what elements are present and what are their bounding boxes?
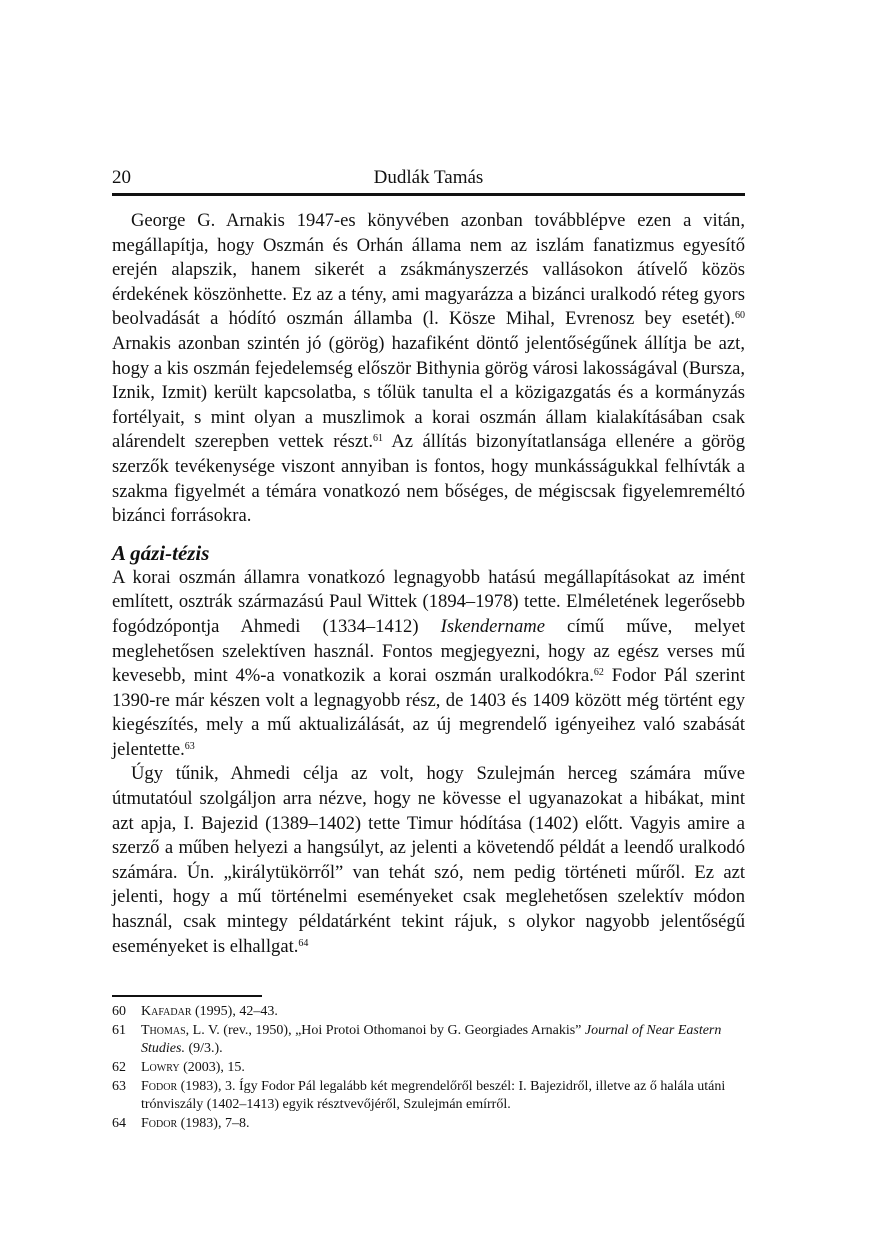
page-number: 20 [112, 167, 131, 188]
footnote-number: 64 [112, 1116, 126, 1131]
footnote-number: 63 [112, 1079, 126, 1094]
footnote-rule [112, 995, 262, 997]
heading-part: tézis [172, 540, 210, 565]
footnotes [112, 1003, 745, 1134]
footnote-number: 62 [112, 1060, 126, 1075]
journal-title: Journal of Near Eastern Studies. [141, 1023, 722, 1056]
section-heading [112, 540, 745, 566]
heading-part: A gázi- [112, 540, 173, 565]
footnote-author: Lowry [141, 1060, 180, 1075]
footnote-ref[interactable]: 61 [373, 433, 383, 445]
footnote-author: Fodor [141, 1079, 178, 1094]
footnote [112, 1115, 745, 1133]
text-run: George G. Arnakis 1947-es könyvében azonban továbblépve ezen a vitán, megállapítja, hogy Oszmán és Orhán állama nem az iszlám fanatizmus egyesítő erején alapszik, hanem sikerét a zsákmányszerzés vallásokon átívelő közös érdekének köszönhette. Ez az a tény, ami magyarázza a bizánci uralkodó réteg gyors beolvadását a hódító oszmán államba (l. Kösze Mihal, Evrenosz bey esetét). [112, 210, 745, 330]
footnote-text: (1995), 42–43. [191, 1004, 278, 1019]
footnote [112, 1022, 745, 1058]
footnote-ref[interactable]: 62 [593, 667, 604, 679]
footnote [112, 1078, 745, 1114]
body-text [112, 209, 745, 959]
paragraph-arnakis [112, 209, 745, 529]
footnote-number: 60 [112, 1004, 126, 1019]
running-header [112, 167, 745, 191]
footnote-number: 61 [112, 1023, 126, 1038]
footnote-author: Thomas [141, 1023, 186, 1038]
text-run: Az állítás bizonyítatlansága ellenére a görög szerzők tevékenysége viszont annyiban is fontos, hogy munkásságukkal felhívták a szakma figyelmét a témára vonatkozó nem bőséges, de mégiscsak figyelemreméltó bizánci forrásokra. [112, 431, 746, 527]
running-title: Dudlák Tamás [373, 167, 484, 188]
footnote-ref[interactable]: 60 [735, 310, 745, 322]
footnote-text: (9/3.). [184, 1041, 223, 1056]
footnote-text: (1983), 7–8. [177, 1116, 250, 1131]
text-run: Úgy tűnik, Ahmedi célja az volt, hogy Szulejmán herceg számára műve útmutatóul szolgáljon arra nézve, hogy ne kövesse el ugyanazokat a hibákat, mint azt apja, I. Bajezid (1389–1402) tette Timur hódítása (1402) előtt. Vagyis amire a szerző a műben helyezi a hangsúlyt, az jelenti a követendő példát a leendő uralkodó számára. Ún. „királytükörről” van tehát szó, nem pedig történeti műről. Ez azt jelenti, hogy a mű történelmi eseményeket csak meglehetősen szelektív módon használ, csak mintegy példatárként tekint rájuk, s olykor nagyobb jelentőségű eseményeket is elhallgat. [112, 763, 745, 957]
text-run: című műve, melyet meglehetősen szelektíven használ. Fontos megjegyezni, hogy az egész verses mű kevesebb, mint 4%-a vonatkozik a korai oszmán uralkodókra. [112, 615, 745, 687]
footnote-text: , L. V. (rev., 1950), „Hoi Protoi Othomanoi by G. Georgiades Arnakis” [185, 1023, 582, 1038]
header-rule [112, 193, 745, 196]
text-run: Fodor Pál szerint 1390-re már készen volt a legnagyobb rész, de 1403 és 1409 között még történt egy kiegészítés, mely a mű aktualizálását, az új megrendelő igényeihez való szabását jelentette. [112, 665, 745, 760]
text-run: A korai oszmán államra vonatkozó legnagyobb hatású megállapításokat az imént említett, osztrák származású Paul Wittek (1894–1978) tette. Elméletének legerősebb fogódzópontja Ahmedi (1334–1412) [112, 566, 745, 637]
footnote-ref[interactable]: 63 [184, 740, 195, 752]
paragraph-ahmedi [112, 762, 745, 959]
footnote-ref[interactable]: 64 [298, 937, 309, 949]
footnote-text: (2003), 15. [179, 1060, 245, 1075]
footnote-author: Fodor [141, 1116, 178, 1131]
work-title: Iskendername [440, 615, 545, 637]
footnote [112, 1003, 745, 1021]
footnote-author: Kafadar [141, 1004, 192, 1019]
footnote-text: (1983), 3. Így Fodor Pál legalább két megrendelőről beszél: I. Bajezidről, illetve az ő halála utáni trónviszály (1402–1413) egyik résztvevőjéről, Szulejmán emírről. [141, 1079, 726, 1112]
footnote [112, 1059, 745, 1077]
paragraph-wittek [112, 566, 745, 763]
text-run: Arnakis azonban szintén jó (görög) hazafiként döntő jelentőségűnek állítja be azt, hogy a kis oszmán fejedelemség először Bithynia görög városi lakosságával (Bursza, Iznik, Izmit) került kapcsolatba, s tőlük tanulta el a közigazgatás és a kormányzás fortélyait, s mint olyan a muszlimok a korai oszmán állam kialakításában csak alárendelt szerepben vettek részt. [112, 332, 745, 453]
